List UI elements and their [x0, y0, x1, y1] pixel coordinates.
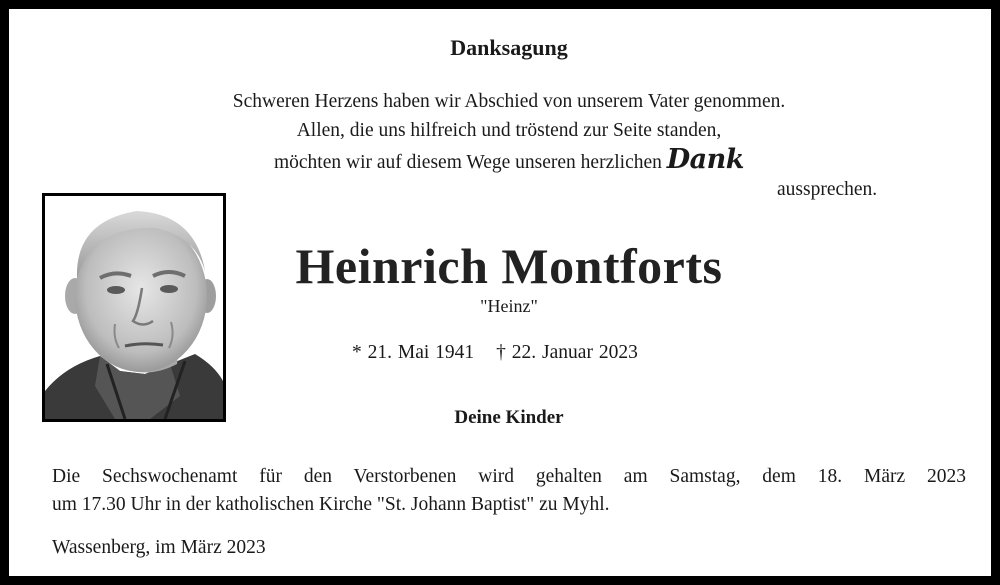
- place-date: Wassenberg, im März 2023: [52, 537, 266, 558]
- service-notice: [52, 463, 966, 519]
- intro-line-3: [9, 145, 1000, 177]
- portrait-image: [45, 196, 223, 419]
- intro-line-3-text: möchten wir auf diesem Wege unseren herzlichen: [273, 152, 662, 173]
- heading: Danksagung: [450, 35, 568, 60]
- deceased-name: Heinrich Montforts: [295, 238, 723, 294]
- intro-text: [9, 87, 1000, 177]
- portrait-photo: [42, 193, 226, 422]
- mourners: Deine Kinder: [454, 407, 564, 428]
- intro-line-1: Schweren Herzens haben wir Abschied von unserem Vater genommen.: [232, 91, 786, 112]
- death-date: † 22. Januar 2023: [496, 342, 638, 363]
- dank-emphasis: Dank: [666, 144, 745, 175]
- deceased-nickname: "Heinz": [480, 296, 538, 316]
- intro-line-4: aussprechen.: [777, 179, 878, 200]
- service-notice-line-2: um 17.30 Uhr in der katholischen Kirche "St. Johann Baptist" zu Myhl.: [52, 494, 610, 515]
- life-dates: [352, 342, 638, 364]
- service-notice-line-1: Die Sechswochenamt für den Verstorbenen wird gehalten am Samstag, dem 18. März 2023: [52, 466, 966, 487]
- birth-date: * 21. Mai 1941: [352, 342, 475, 363]
- intro-line-2: Allen, die uns hilfreich und tröstend zur Seite standen,: [296, 120, 722, 141]
